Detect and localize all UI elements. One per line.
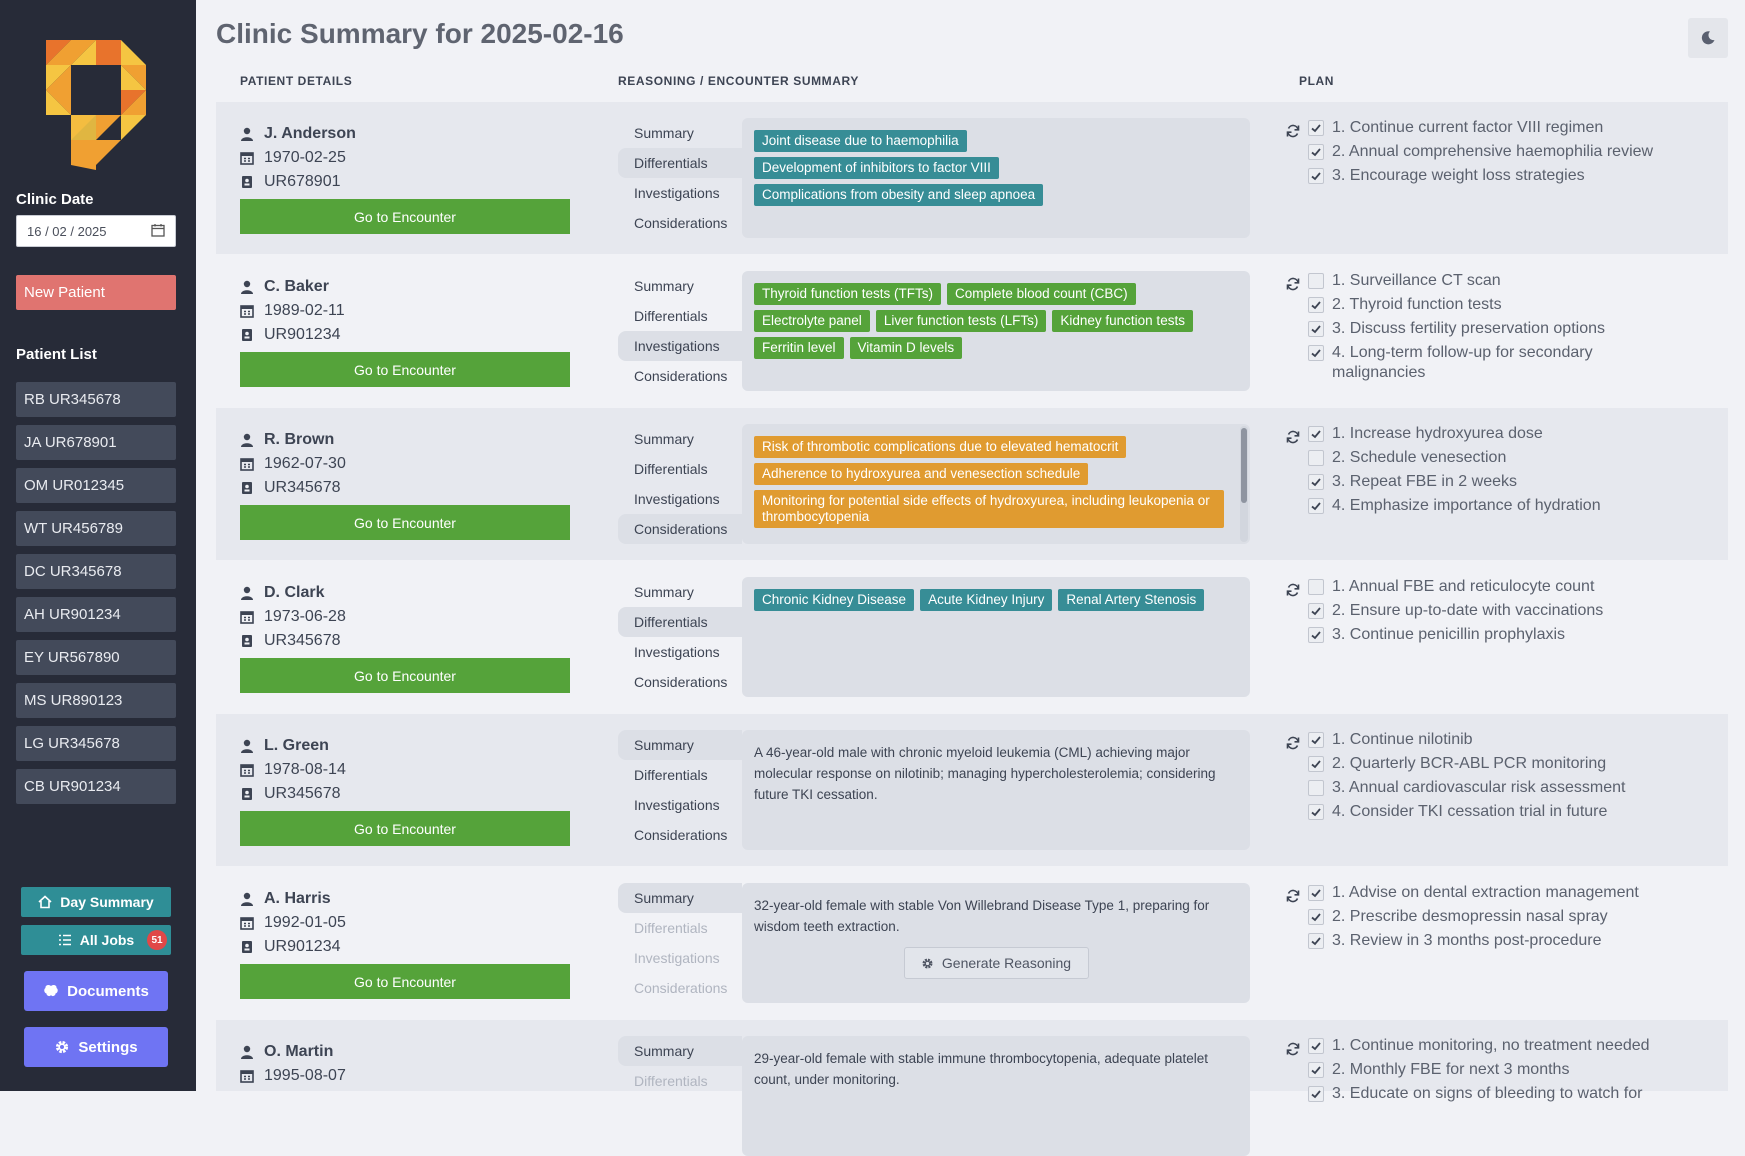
plan-list: [1308, 271, 1688, 387]
patient-name: A. Harris: [264, 890, 331, 907]
check-icon: [1310, 1064, 1322, 1076]
check-icon: [1310, 734, 1322, 746]
tab-investigations[interactable]: Investigations: [634, 491, 720, 507]
patient-dob-line: [240, 1064, 570, 1088]
patient-ur: UR901234: [264, 938, 341, 955]
patient-name: R. Brown: [264, 431, 335, 448]
plan-item-text: 2. Schedule venesection: [1332, 449, 1507, 466]
plan-item: [1308, 883, 1688, 903]
check-icon: [1310, 299, 1322, 311]
refresh-icon[interactable]: [1286, 124, 1300, 138]
refresh-icon[interactable]: [1286, 277, 1300, 291]
generate-reasoning-button[interactable]: [904, 947, 1089, 979]
user-icon: [240, 739, 254, 753]
check-icon: [1310, 476, 1322, 488]
plan-checkbox[interactable]: [1308, 579, 1324, 595]
patient-dob: 1973-06-28: [264, 608, 346, 625]
tab-considerations[interactable]: Considerations: [634, 215, 728, 231]
differential-chip: Joint disease due to haemophilia: [754, 130, 967, 152]
plan-checkbox[interactable]: [1308, 627, 1324, 643]
patient-details: [240, 887, 570, 959]
differential-chip: Chronic Kidney Disease: [754, 589, 914, 611]
differential-chip: Renal Artery Stenosis: [1058, 589, 1204, 611]
plan-item: [1308, 319, 1688, 339]
plan-item-text: 3. Discuss fertility preservation options: [1332, 320, 1605, 337]
plan-item-text: 1. Continue current factor VIII regimen: [1332, 119, 1604, 136]
reasoning-tabs: [618, 1036, 742, 1096]
tab-summary[interactable]: Summary: [634, 278, 694, 294]
tab-differentials[interactable]: Differentials: [634, 461, 708, 477]
patient-row: [216, 1020, 1728, 1102]
investigation-chip: Liver function tests (LFTs): [876, 310, 1047, 332]
check-icon: [1310, 347, 1322, 359]
tab-differentials[interactable]: Differentials: [634, 767, 708, 783]
patient-dob-line: [240, 605, 570, 629]
plan-item: [1308, 271, 1688, 291]
all-jobs-button[interactable]: [21, 925, 171, 955]
patient-ur-line: [240, 170, 570, 194]
calendar-icon: [240, 457, 254, 471]
check-icon: [1310, 428, 1322, 440]
patient-name: D. Clark: [264, 584, 325, 601]
plan-checkbox[interactable]: [1308, 1038, 1324, 1054]
plan-list: [1308, 883, 1688, 955]
plan-checkbox[interactable]: [1308, 498, 1324, 514]
patient-name-line: [240, 734, 570, 758]
plan-checkbox[interactable]: [1308, 426, 1324, 442]
reasoning-panel: [742, 577, 1250, 697]
investigation-chip: Thyroid function tests (TFTs): [754, 283, 941, 305]
patient-name-line: [240, 275, 570, 299]
plan-item: [1308, 1036, 1688, 1056]
plan-item: [1308, 625, 1688, 645]
check-icon: [1310, 758, 1322, 770]
reasoning-panel: [742, 118, 1250, 238]
patient-list-item[interactable]: MS UR890123: [16, 683, 176, 718]
patient-row: [216, 255, 1728, 407]
reasoning-tabs: [618, 271, 742, 391]
tab-summary[interactable]: Summary: [634, 431, 694, 447]
tab-investigations: Investigations: [634, 950, 720, 966]
user-icon: [240, 892, 254, 906]
plan-item: [1308, 1060, 1688, 1080]
plan-checkbox[interactable]: [1308, 474, 1324, 490]
patient-list-item[interactable]: WT UR456789: [16, 511, 176, 546]
check-icon: [1310, 146, 1322, 158]
col-patient-details: PATIENT DETAILS: [240, 74, 353, 88]
day-summary-button[interactable]: [21, 887, 171, 917]
go-to-encounter-button[interactable]: Go to Encounter: [240, 352, 570, 387]
tab-considerations[interactable]: Considerations: [634, 368, 728, 384]
plan-checkbox[interactable]: [1308, 603, 1324, 619]
patient-ur: UR345678: [264, 632, 341, 649]
plan-list: [1308, 730, 1688, 826]
check-icon: [1310, 887, 1322, 899]
reasoning-panel: [742, 883, 1250, 1003]
patient-details: [240, 428, 570, 500]
check-icon: [1310, 935, 1322, 947]
refresh-icon[interactable]: [1286, 583, 1300, 597]
tab-investigations[interactable]: Investigations: [634, 797, 720, 813]
plan-checkbox[interactable]: [1308, 144, 1324, 160]
day-summary-label: Day Summary: [60, 894, 154, 910]
patient-list-item[interactable]: AH UR901234: [16, 597, 176, 632]
tab-summary[interactable]: Summary: [618, 883, 742, 913]
patient-ur: UR345678: [264, 785, 341, 802]
plan-item-text: 2. Quarterly BCR-ABL PCR monitoring: [1332, 755, 1607, 772]
tab-differentials[interactable]: Differentials: [618, 607, 742, 637]
patient-row: [216, 102, 1728, 254]
patient-dob: 1989-02-11: [264, 302, 345, 319]
patient-details: [240, 734, 570, 806]
patient-row: [216, 561, 1728, 713]
tab-differentials[interactable]: Differentials: [634, 308, 708, 324]
plan-item-text: 4. Consider TKI cessation trial in future: [1332, 803, 1608, 820]
calendar-icon[interactable]: [151, 223, 165, 237]
patient-list-item[interactable]: DC UR345678: [16, 554, 176, 589]
user-icon: [240, 433, 254, 447]
patient-ur-line: [240, 323, 570, 347]
plan-item: [1308, 343, 1688, 383]
patient-dob: 1962-07-30: [264, 455, 346, 472]
patient-dob: 1970-02-25: [264, 149, 346, 166]
investigation-chip: Ferritin level: [754, 337, 844, 359]
gear-icon: [921, 957, 934, 970]
clinic-date-label: Clinic Date: [16, 191, 94, 208]
col-plan: PLAN: [1299, 74, 1335, 88]
tab-considerations[interactable]: Considerations: [618, 514, 742, 544]
id-badge-icon: [240, 787, 254, 801]
clinic-date-input[interactable]: [16, 215, 176, 247]
patient-list: [16, 382, 176, 812]
plan-checkbox[interactable]: [1308, 732, 1324, 748]
differential-chip: Acute Kidney Injury: [920, 589, 1052, 611]
refresh-icon[interactable]: [1286, 889, 1300, 903]
plan-item-text: 2. Ensure up-to-date with vaccinations: [1332, 602, 1604, 619]
encounter-summary-text: 29-year-old female with stable immune thrombocytopenia, adequate platelet count, under monitoring.: [754, 1051, 1209, 1087]
reasoning-tabs: [618, 118, 742, 238]
go-to-encounter-button[interactable]: Go to Encounter: [240, 811, 570, 846]
plan-item-text: 2. Prescribe desmopressin nasal spray: [1332, 908, 1608, 925]
patient-row: [216, 867, 1728, 1019]
plan-item-text: 4. Long-term follow-up for secondary malignancies: [1332, 344, 1593, 381]
settings-button[interactable]: [24, 1027, 168, 1067]
consideration-chip: Adherence to hydroxyurea and venesection schedule: [754, 463, 1088, 485]
user-icon: [240, 586, 254, 600]
investigation-chip: Vitamin D levels: [850, 337, 963, 359]
id-badge-icon: [240, 175, 254, 189]
generate-reasoning-label: Generate Reasoning: [941, 955, 1072, 971]
documents-label: Documents: [67, 982, 149, 1000]
patient-row: [216, 714, 1728, 866]
plan-item-text: 3. Educate on signs of bleeding to watch for: [1332, 1085, 1643, 1102]
plan-item-text: 1. Surveillance CT scan: [1332, 272, 1501, 289]
panel-scrollbar[interactable]: [1240, 426, 1248, 542]
reasoning-panel: [742, 730, 1250, 850]
patient-dob: 1992-01-05: [264, 914, 346, 931]
investigation-chip: Complete blood count (CBC): [947, 283, 1136, 305]
plan-item: [1308, 907, 1688, 927]
investigation-chip: Kidney function tests: [1052, 310, 1193, 332]
sidebar: [0, 0, 196, 1091]
check-icon: [1310, 323, 1322, 335]
plan-item-text: 1. Increase hydroxyurea dose: [1332, 425, 1543, 442]
home-icon: [38, 895, 52, 909]
plan-item: [1308, 424, 1688, 444]
refresh-icon[interactable]: [1286, 430, 1300, 444]
tab-investigations[interactable]: Investigations: [634, 644, 720, 660]
clinic-date-value: 16 / 02 / 2025: [27, 224, 107, 239]
plan-item-text: 4. Emphasize importance of hydration: [1332, 497, 1601, 514]
id-badge-icon: [240, 328, 254, 342]
reasoning-panel: [742, 1036, 1250, 1156]
new-patient-button[interactable]: New Patient: [16, 275, 176, 310]
plan-item-text: 3. Review in 3 months post-procedure: [1332, 932, 1602, 949]
calendar-icon: [240, 610, 254, 624]
plan-item: [1308, 601, 1688, 621]
plan-item-text: 3. Repeat FBE in 2 weeks: [1332, 473, 1517, 490]
patient-details: [240, 1040, 570, 1088]
reasoning-tabs: [618, 883, 742, 1003]
tab-summary[interactable]: Summary: [618, 730, 742, 760]
differential-chip: Complications from obesity and sleep apnoea: [754, 184, 1043, 206]
patient-name: C. Baker: [264, 278, 329, 295]
plan-item: [1308, 730, 1688, 750]
plan-item: [1308, 496, 1688, 516]
user-icon: [240, 280, 254, 294]
patient-dob-line: [240, 299, 570, 323]
patient-name: O. Martin: [264, 1043, 334, 1060]
plan-list: [1308, 1036, 1688, 1108]
plan-checkbox[interactable]: [1308, 933, 1324, 949]
consideration-chip: Monitoring for potential side effects of hydroxyurea, including leukopenia or thrombocytopenia: [754, 490, 1224, 528]
patient-ur-line: [240, 935, 570, 959]
all-jobs-count-badge: 51: [147, 930, 167, 950]
refresh-icon[interactable]: [1286, 736, 1300, 750]
patient-dob-line: [240, 452, 570, 476]
plan-checkbox[interactable]: [1308, 885, 1324, 901]
check-icon: [1310, 122, 1322, 134]
calendar-icon: [240, 763, 254, 777]
patient-ur-line: [240, 629, 570, 653]
scroll-thumb[interactable]: [1241, 428, 1247, 503]
plan-item-text: 1. Continue nilotinib: [1332, 731, 1473, 748]
reasoning-tabs: [618, 424, 742, 544]
plan-item-text: 1. Continue monitoring, no treatment needed: [1332, 1037, 1650, 1054]
tab-considerations[interactable]: Considerations: [634, 827, 728, 843]
check-icon: [1310, 911, 1322, 923]
tab-considerations: Considerations: [634, 980, 728, 996]
refresh-icon[interactable]: [1286, 1042, 1300, 1056]
plan-item: [1308, 166, 1688, 186]
settings-label: Settings: [78, 1038, 138, 1056]
plan-item: [1308, 778, 1688, 798]
col-reasoning: REASONING / ENCOUNTER SUMMARY: [618, 74, 859, 88]
patient-list-item[interactable]: JA UR678901: [16, 425, 176, 460]
patient-name-line: [240, 428, 570, 452]
plan-item: [1308, 448, 1688, 468]
plan-list: [1308, 577, 1688, 649]
plan-item: [1308, 142, 1688, 162]
check-icon: [1310, 605, 1322, 617]
moon-icon: [1700, 30, 1716, 46]
user-icon: [240, 127, 254, 141]
plan-item-text: 3. Continue penicillin prophylaxis: [1332, 626, 1566, 643]
patient-dob: 1978-08-14: [264, 761, 346, 778]
plan-item-text: 3. Annual cardiovascular risk assessment: [1332, 779, 1626, 796]
patient-dob: 1995-08-07: [264, 1067, 346, 1084]
plan-checkbox[interactable]: [1308, 273, 1324, 289]
patient-ur: UR901234: [264, 326, 341, 343]
patient-dob-line: [240, 911, 570, 935]
reasoning-tabs: [618, 577, 742, 697]
patient-row: [216, 408, 1728, 560]
patient-name: J. Anderson: [264, 125, 356, 142]
plan-item-text: 2. Monthly FBE for next 3 months: [1332, 1061, 1570, 1078]
patient-name-line: [240, 581, 570, 605]
check-icon: [1310, 629, 1322, 641]
reasoning-panel: [742, 424, 1250, 544]
plan-item-text: 2. Annual comprehensive haemophilia review: [1332, 143, 1654, 160]
plan-item-text: 1. Advise on dental extraction management: [1332, 884, 1639, 901]
plan-checkbox[interactable]: [1308, 297, 1324, 313]
plan-checkbox[interactable]: [1308, 909, 1324, 925]
go-to-encounter-button[interactable]: Go to Encounter: [240, 964, 570, 999]
patient-details: [240, 275, 570, 347]
plan-item-text: 1. Annual FBE and reticulocyte count: [1332, 578, 1595, 595]
id-badge-icon: [240, 481, 254, 495]
plan-item: [1308, 472, 1688, 492]
calendar-icon: [240, 304, 254, 318]
patient-list-item[interactable]: OM UR012345: [16, 468, 176, 503]
tab-differentials: Differentials: [634, 920, 708, 936]
id-badge-icon: [240, 634, 254, 648]
plan-checkbox[interactable]: [1308, 120, 1324, 136]
plan-list: [1308, 424, 1688, 520]
plan-list: [1308, 118, 1688, 190]
check-icon: [1310, 500, 1322, 512]
patient-dob-line: [240, 758, 570, 782]
plan-item: [1308, 754, 1688, 774]
differential-chip: Development of inhibitors to factor VIII: [754, 157, 999, 179]
plan-checkbox[interactable]: [1308, 168, 1324, 184]
patient-list-item[interactable]: RB UR345678: [16, 382, 176, 417]
theme-toggle-button[interactable]: [1688, 18, 1728, 58]
go-to-encounter-button[interactable]: Go to Encounter: [240, 505, 570, 540]
patient-name-line: [240, 122, 570, 146]
plan-item: [1308, 118, 1688, 138]
encounter-summary-text: 32-year-old female with stable Von Willebrand Disease Type 1, preparing for wisdom teeth extraction.: [754, 898, 1210, 934]
patient-list-item[interactable]: EY UR567890: [16, 640, 176, 675]
patient-details: [240, 581, 570, 653]
user-icon: [240, 1045, 254, 1059]
app-logo: [46, 40, 146, 170]
patient-ur: UR345678: [264, 479, 341, 496]
plan-item: [1308, 577, 1688, 597]
tab-differentials[interactable]: Differentials: [618, 148, 742, 178]
calendar-icon: [240, 1069, 254, 1083]
check-icon: [1310, 1088, 1322, 1100]
patient-name: L. Green: [264, 737, 329, 754]
id-badge-icon: [240, 940, 254, 954]
tab-investigations[interactable]: Investigations: [634, 185, 720, 201]
check-icon: [1310, 1040, 1322, 1052]
go-to-encounter-button[interactable]: Go to Encounter: [240, 658, 570, 693]
plan-item: [1308, 1084, 1688, 1104]
patient-ur: UR678901: [264, 173, 341, 190]
page-title: Clinic Summary for 2025-02-16: [216, 18, 624, 49]
plan-item-text: 2. Thyroid function tests: [1332, 296, 1502, 313]
patient-list-item[interactable]: CB UR901234: [16, 769, 176, 804]
plan-checkbox[interactable]: [1308, 345, 1324, 361]
brain-icon: [43, 983, 59, 999]
patient-list-label: Patient List: [16, 346, 97, 363]
patient-dob-line: [240, 146, 570, 170]
tab-investigations[interactable]: Investigations: [618, 331, 742, 361]
plan-item: [1308, 931, 1688, 951]
plan-item: [1308, 802, 1688, 822]
tab-considerations[interactable]: Considerations: [634, 674, 728, 690]
patient-list-item[interactable]: LG UR345678: [16, 726, 176, 761]
plan-checkbox[interactable]: [1308, 321, 1324, 337]
plan-checkbox[interactable]: [1308, 450, 1324, 466]
consideration-chip: Risk of thrombotic complications due to elevated hematocrit: [754, 436, 1126, 458]
patient-name-line: [240, 1040, 570, 1064]
list-icon: [58, 933, 72, 947]
plan-checkbox[interactable]: [1308, 780, 1324, 796]
patient-details: [240, 122, 570, 194]
plan-item-text: 3. Encourage weight loss strategies: [1332, 167, 1585, 184]
tab-differentials: Differentials: [634, 1073, 708, 1089]
reasoning-tabs: [618, 730, 742, 850]
calendar-icon: [240, 151, 254, 165]
go-to-encounter-button[interactable]: Go to Encounter: [240, 199, 570, 234]
tab-summary[interactable]: Summary: [634, 125, 694, 141]
encounter-summary-text: A 46-year-old male with chronic myeloid leukemia (CML) achieving major molecular response on nilotinib; managing hypercholesterolemia; considering future TKI cessation.: [754, 745, 1216, 802]
check-icon: [1310, 170, 1322, 182]
check-icon: [1310, 806, 1322, 818]
plan-checkbox[interactable]: [1308, 1062, 1324, 1078]
investigation-chip: Electrolyte panel: [754, 310, 870, 332]
tab-summary[interactable]: Summary: [634, 584, 694, 600]
plan-checkbox[interactable]: [1308, 756, 1324, 772]
plan-checkbox[interactable]: [1308, 804, 1324, 820]
all-jobs-label: All Jobs: [79, 932, 135, 948]
documents-button[interactable]: [24, 971, 168, 1011]
calendar-icon: [240, 916, 254, 930]
patient-name-line: [240, 887, 570, 911]
plan-item: [1308, 295, 1688, 315]
patient-ur-line: [240, 476, 570, 500]
gear-icon: [54, 1039, 70, 1055]
tab-summary[interactable]: Summary: [618, 1036, 742, 1066]
reasoning-panel: [742, 271, 1250, 391]
patient-ur-line: [240, 782, 570, 806]
plan-checkbox[interactable]: [1308, 1086, 1324, 1102]
